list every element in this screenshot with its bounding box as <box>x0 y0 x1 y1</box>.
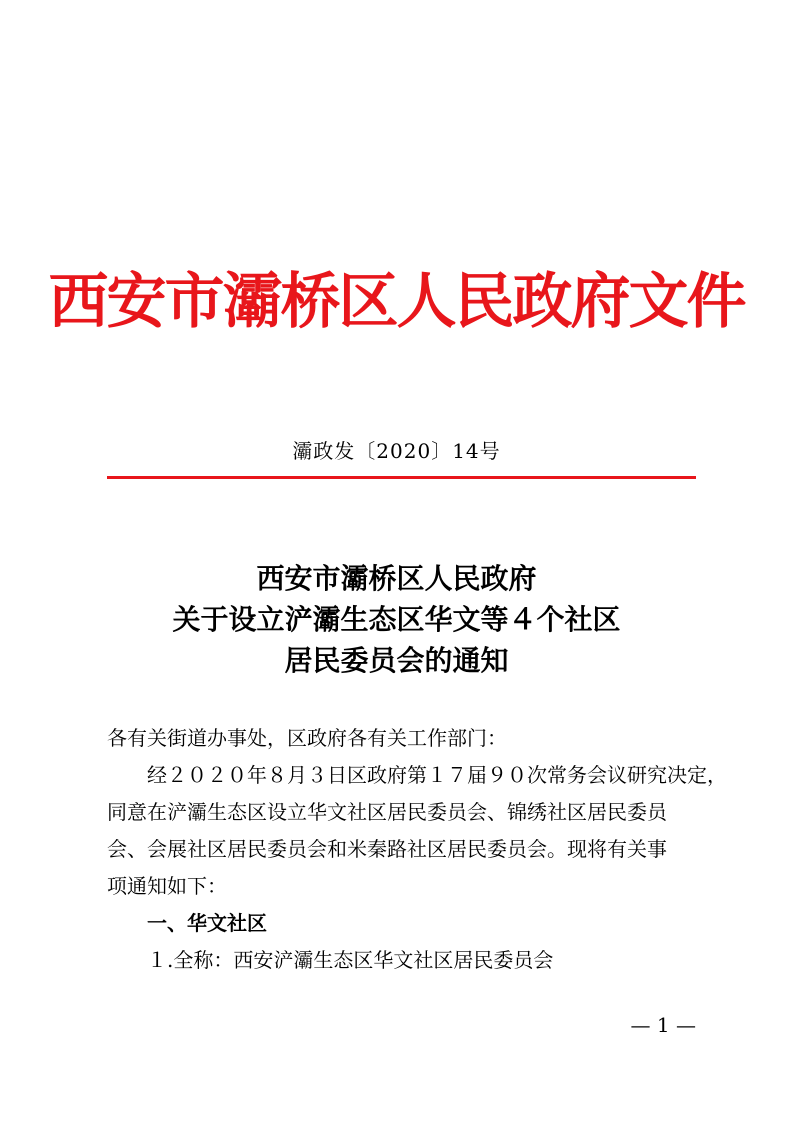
paragraph-line-3: 会、会展社区居民委员会和米秦路社区居民委员会。现将有关事 <box>107 837 667 861</box>
page-number: — 1 — <box>630 1013 696 1037</box>
document-number: 灞政发〔2020〕14号 <box>292 439 501 463</box>
list-item-1: １.全称：西安浐灞生态区华文社区居民委员会 <box>147 948 554 972</box>
red-separator-line <box>107 476 696 479</box>
notice-title-line-1: 西安市灞桥区人民政府 <box>256 562 537 595</box>
notice-title <box>0 558 793 681</box>
notice-title-line-3: 居民委员会的通知 <box>284 644 509 677</box>
section-heading: 一、华文社区 <box>147 911 267 935</box>
paragraph-line-4: 项通知如下： <box>107 874 227 898</box>
document-header-title: 西安市灞桥区人民政府文件 <box>48 267 745 337</box>
salutation: 各有关街道办事处，区政府各有关工作部门： <box>107 726 507 750</box>
document-body <box>107 720 727 979</box>
paragraph-line-2: 同意在浐灞生态区设立华文社区居民委员会、锦绣社区居民委员 <box>107 800 667 824</box>
notice-title-line-2: 关于设立浐灞生态区华文等４个社区 <box>172 603 621 636</box>
paragraph-line-1: 经２０２０年８月３日区政府第１７届９０次常务会议研究决定， <box>147 763 727 787</box>
